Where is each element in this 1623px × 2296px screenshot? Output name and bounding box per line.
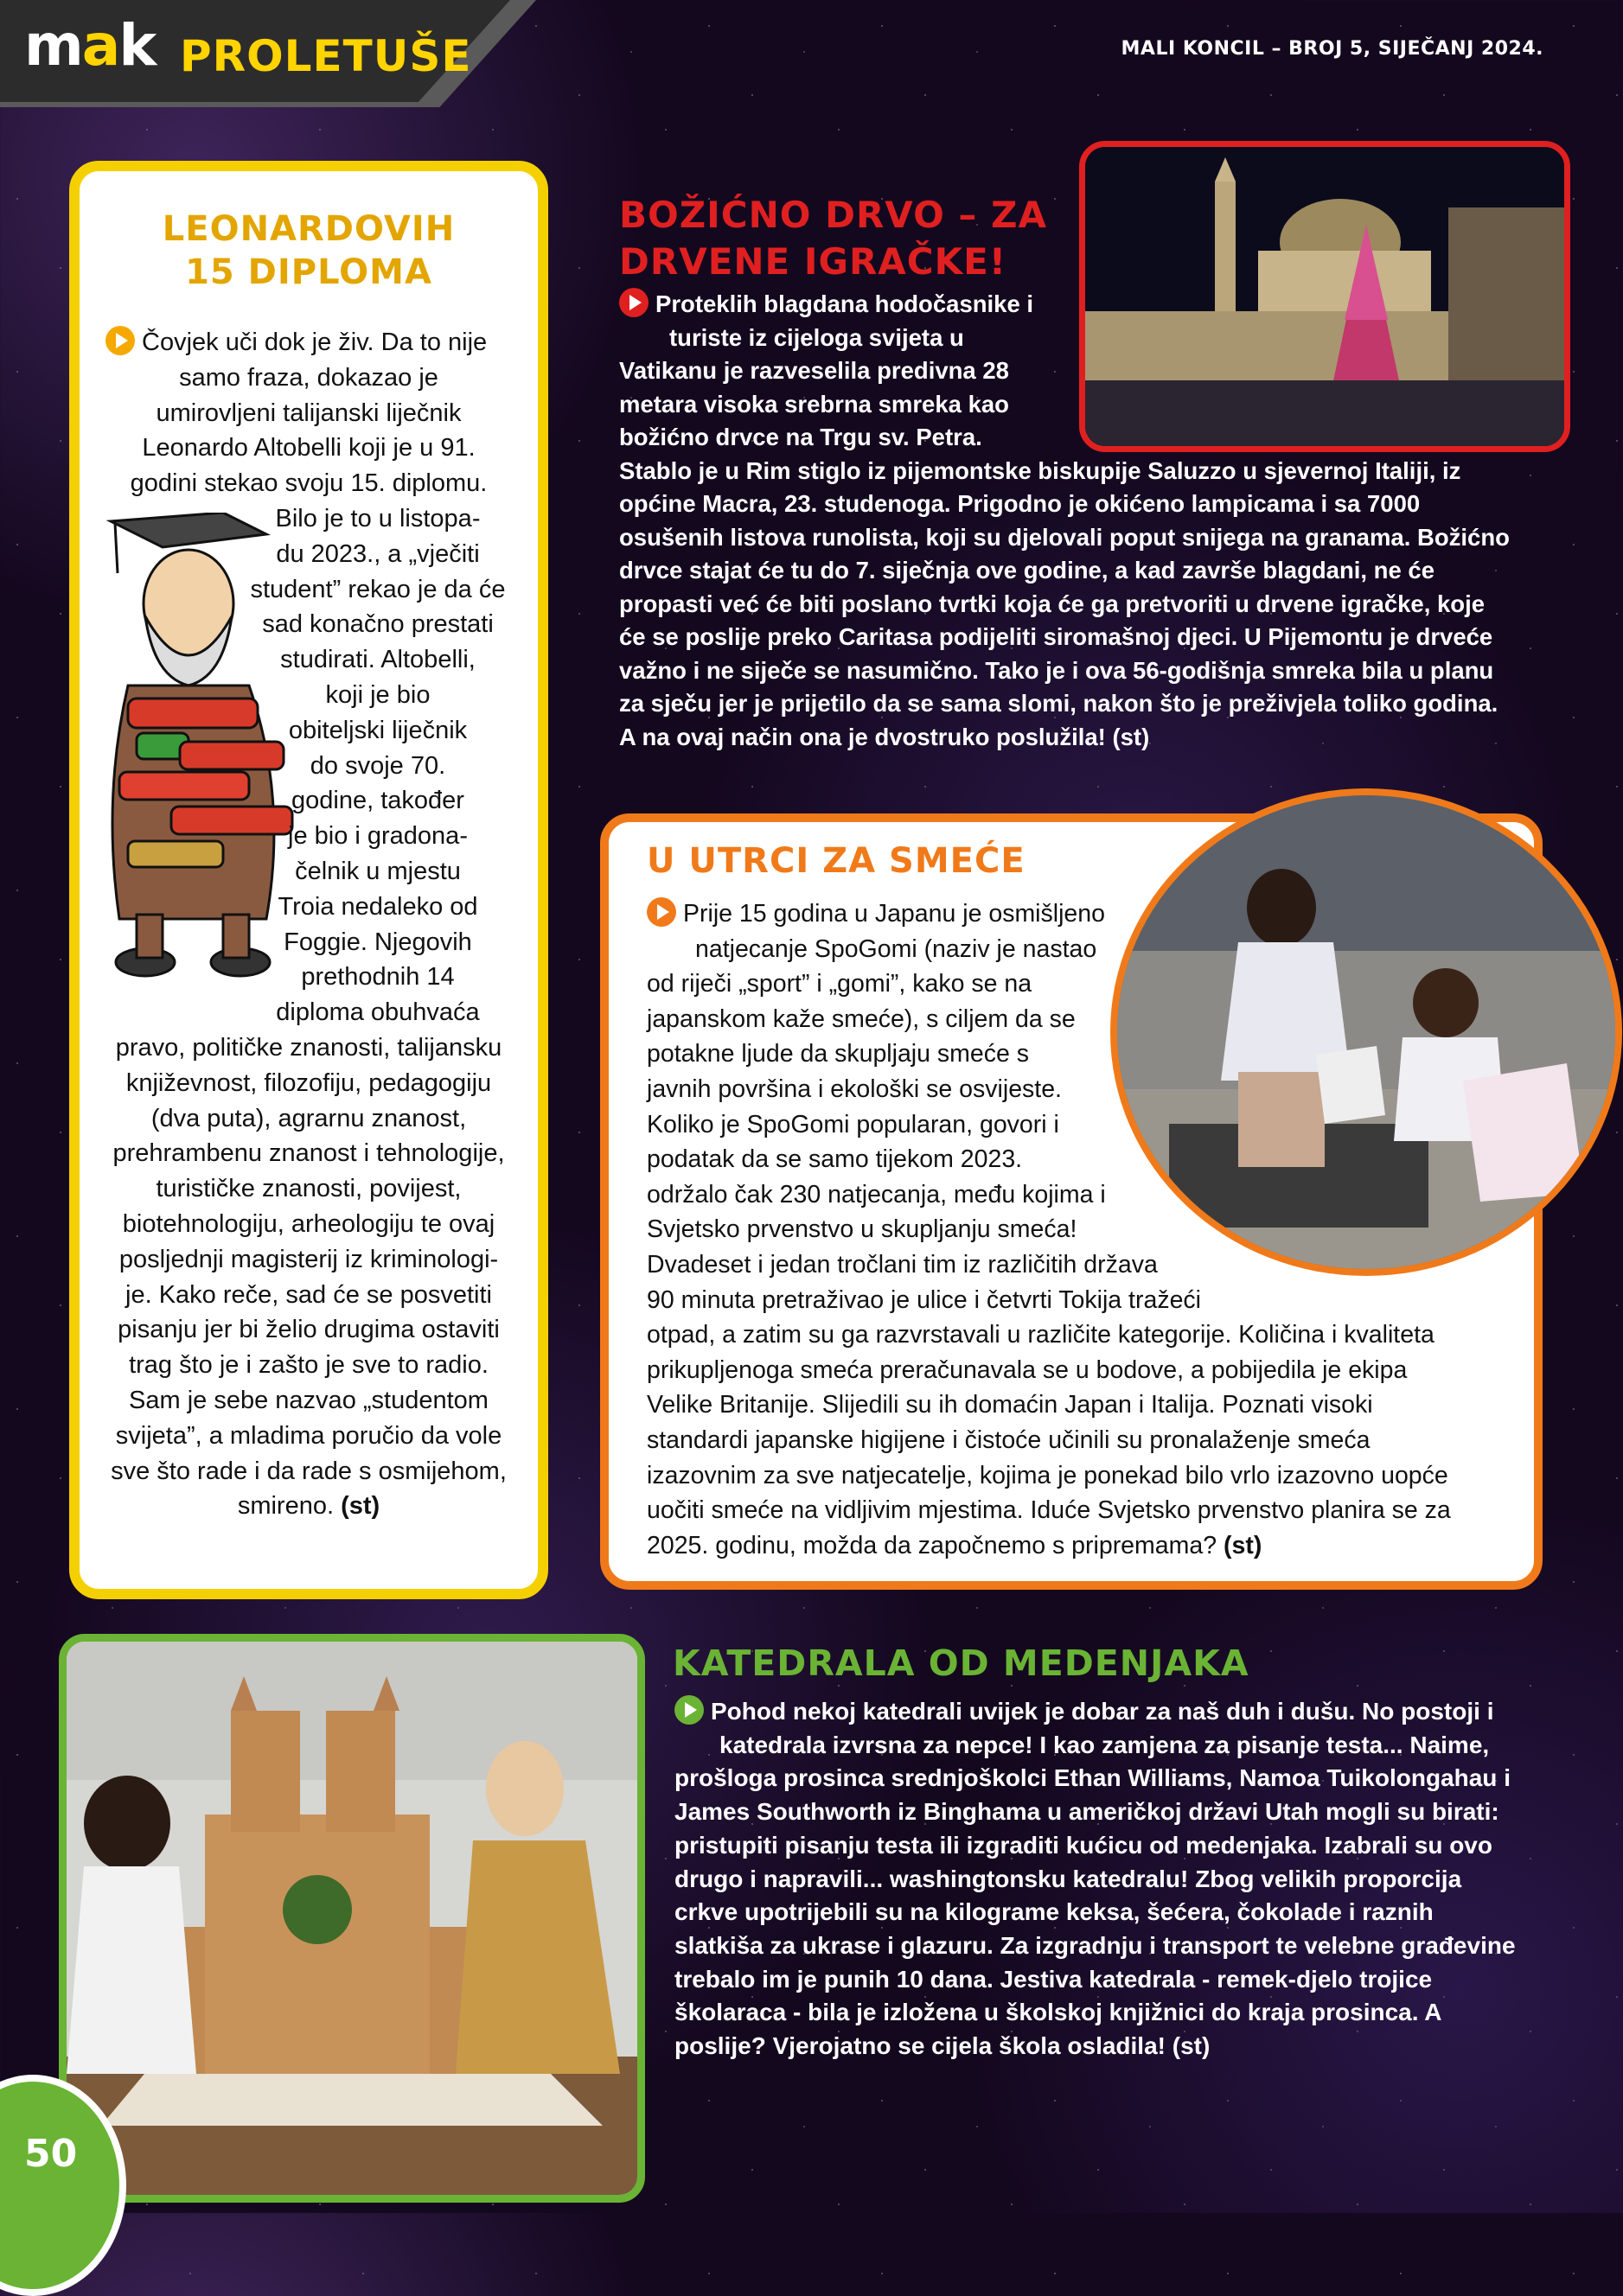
katedrala-line: crkve upotrijebili su na kilograme keksa, šećera, čokolade i raznih (674, 1898, 1434, 1926)
katedrala-line: pristupiti pisanju testa ili izgraditi kućicu od medenjaka. Izabrali su ovo (674, 1831, 1492, 1859)
bozicno-line: će se poslije preko Caritasa podijeliti siromašnoj djeci. U Pijemontu je drveće (619, 623, 1493, 650)
utrci-line: podatak da se samo tijekom 2023. (647, 1145, 1023, 1174)
play-icon (619, 288, 649, 317)
play-icon (647, 897, 676, 927)
utrci-line: Dvadeset i jedan tročlani tim iz različitih država (647, 1250, 1158, 1279)
katedrala-line: slatkiša za ukrase i glazuru. Za izgradnju i transport te velebne građevine (674, 1931, 1516, 1959)
katedrala-line: školaraca - bila je izložena u školskoj knjižnici do kraja prosinca. A (674, 1999, 1442, 2026)
utrci-credit: (st) (1223, 1531, 1262, 1559)
bozicno-line: božićno drvce na Trgu sv. Petra. (619, 424, 982, 450)
page-number: 50 (24, 2132, 78, 2176)
utrci-line: javnih površina i ekološki se osvijeste. (647, 1075, 1062, 1103)
play-icon (674, 1695, 704, 1725)
leonardo-line: sve što rade i da rade s osmijehom, (111, 1457, 507, 1485)
leonardo-line: Bilo je to u listopa- (275, 504, 481, 533)
leonardo-line: diploma obuhvaća (276, 998, 480, 1027)
leonardo-line: samo fraza, dokazao je (179, 363, 438, 392)
leonardo-line: obiteljski liječnik (288, 716, 468, 744)
bozicno-title: BOŽIĆNO DRVO – ZA DRVENE IGRAČKE! (619, 194, 1047, 283)
leonardo-line: umirovljeni talijanski liječnik (156, 399, 462, 427)
katedrala-line: prošloga prosinca srednjoškolci Ethan Williams, Namoa Tuikolongahau i (674, 1764, 1511, 1792)
utrci-line: Svjetsko prvenstvo u skupljanju smeća! (647, 1215, 1077, 1244)
leonardo-line: do svoje 70. (310, 751, 446, 780)
leonardo-line: Sam je sebe nazvao „studentom (129, 1386, 489, 1414)
leonardo-line: posljednji magisterij iz kriminologi- (118, 1245, 499, 1273)
leonardo-credit: (st) (341, 1492, 380, 1521)
leonardo-line: čelnik u mjestu (295, 857, 461, 885)
leonardo-line: (dva puta), agrarnu znanost, (150, 1104, 467, 1132)
leonardo-line: svijeta”, a mladima poručio da vole (115, 1421, 502, 1450)
utrci-title: U UTRCI ZA SMEĆE (647, 841, 1026, 881)
bozicno-line: općine Macra, 23. studenoga. Prigodno je okićeno lampicama i sa 7000 (619, 490, 1421, 517)
spogomi-photo (1110, 788, 1622, 1276)
leonardo-line: biotehnologiju, arheologiju te ovaj (122, 1209, 495, 1238)
issue-info: MALI KONCIL – BROJ 5, SIJEČANJ 2024. (1121, 38, 1543, 60)
leonardo-line: smireno. (st) (237, 1492, 380, 1521)
utrci-line: potakne ljude da skupljaju smeće s (647, 1040, 1030, 1068)
leonardo-title: LEONARDOVIH 15 DIPLOMA (162, 209, 456, 292)
katedrala-line: trebalo im je punih 10 dana. Jestiva katedrala - remek-djelo trojice (674, 1965, 1433, 1993)
leonardo-line: godini stekao svoju 15. diplomu. (130, 469, 488, 498)
utrci-line: izazovnim za sve natjecatelje, kojima je ponekad bilo vrlo izazovno uopće (647, 1461, 1448, 1489)
katedrala-line: drugo i napravili... washingtonsku katedralu! Zbog velikih proporcija (674, 1865, 1462, 1892)
bozicno-line: Stablo je u Rim stiglo iz pijemontske biskupije Saluzzo u sjevernoj Italiji, iz (619, 456, 1461, 484)
katedrala-body (674, 1695, 1548, 2063)
utrci-line: standardi japanske higijene i čistoće učinili su pronalaženje smeća (647, 1425, 1371, 1454)
utrci-line: natjecanje SpoGomi (naziv je nastao (695, 934, 1097, 963)
utrci-line: 2025. godinu, možda da započnemo s pripremama? (st) (647, 1531, 1262, 1559)
utrci-line: japanskom kaže smeće), s ciljem da se (647, 1004, 1076, 1033)
utrci-line: od riječi „sport” i „gomi”, kako se na (647, 970, 1032, 998)
gingerbread-cathedral-photo (59, 1634, 645, 2203)
utrci-line: prikupljenoga smeća preračunavala se u bodove, a pobijedila je ekipa (647, 1355, 1408, 1384)
katedrala-line: Pohod nekoj katedrali uvijek je dobar za naš duh i dušu. No postoji i (674, 1695, 1548, 1729)
katedrala-line: poslije? Vjerojatno se cijela škola osladila! (st) (674, 2032, 1211, 2060)
leonardo-line: je bio i gradona- (288, 822, 468, 851)
leonardo-line: pisanju jer bi želio drugima ostaviti (118, 1316, 500, 1344)
leonardo-line: je. Kako reče, sad će se posvetiti (125, 1280, 492, 1309)
leonardo-line: pravo, političke znanosti, talijansku (115, 1033, 502, 1062)
utrci-line: Velike Britanije. Slijedili su ih domaćin Japan i Italija. Poznati visoki (647, 1391, 1373, 1419)
bozicno-credit: (st) (1112, 723, 1150, 750)
katedrala-line: James Southworth iz Binghama u američkoj državi Utah mogli su birati: (674, 1798, 1499, 1826)
mak-logo: mak (24, 12, 156, 79)
utrci-line: otpad, a zatim su ga razvrstavali u različite kategorije. Količina i kvaliteta (647, 1321, 1435, 1349)
leonardo-line: književnost, filozofiju, pedagogiju (125, 1068, 492, 1097)
leonardo-line: sad konačno prestati (262, 610, 494, 639)
leonardo-line: studirati. Altobelli, (280, 646, 476, 674)
katedrala-line: katedrala izvrsna za nepce! I kao zamjena za pisanje testa... Naime, (719, 1731, 1490, 1758)
leonardo-line: prehrambenu znanost i tehnologije, (112, 1139, 505, 1168)
section-title: PROLETUŠE (180, 31, 472, 81)
katedrala-title: KATEDRALA OD MEDENJAKA (673, 1642, 1249, 1684)
leonardo-line: trag što je i zašto je sve to radio. (129, 1351, 489, 1380)
leonardo-line: Troia nedaleko od (278, 892, 478, 921)
bozicno-line: drvce stajat će tu do 7. siječnja ove godine, a kad završe blagdani, ne će (619, 557, 1435, 584)
leonardo-line: Leonardo Altobelli koji je u 91. (142, 434, 476, 462)
bozicno-body (619, 288, 1510, 754)
bozicno-line: propasti već će biti poslano tvrtki koja će ga pretvoriti u drvene igračke, koje (619, 590, 1486, 617)
leonardo-line: turističke znanosti, povijest, (156, 1175, 462, 1203)
play-icon (105, 326, 135, 355)
bozicno-line: metara visoka srebrna smreka kao (619, 390, 1009, 418)
bozicno-line: za sječu jer je prijetilo da se sama slomi, nakon što je preživjela toliko godina. (619, 690, 1498, 717)
utrci-line: 90 minuta pretraživao je ulice i četvrti Tokija tražeći (647, 1285, 1201, 1314)
leonardo-line: koji je bio (325, 680, 431, 709)
leonardo-line: Foggie. Njegovih (284, 928, 472, 956)
bozicno-line: turiste iz cijeloga svijeta u (669, 323, 964, 351)
bozicno-line: osušenih listova runolista, koji su djelovali poput snijega na granama. Božićno (619, 523, 1510, 551)
leonardo-line: godine, također (291, 787, 464, 815)
bozicno-line: važno i ne siječe se nasumično. Tako je i ova 56-godišnja smreka bila u planu (619, 656, 1494, 684)
leonardo-line: student” rekao je da će (250, 575, 506, 603)
bozicno-line: Proteklih blagdana hodočasnike i (619, 288, 1510, 322)
bozicno-line: A na ovaj način ona je dvostruko poslužila! (st) (619, 723, 1150, 750)
leonardo-article (69, 161, 548, 1599)
bozicno-line: Vatikanu je razveselila predivna 28 (619, 357, 1009, 384)
katedrala-credit: (st) (1172, 2032, 1211, 2060)
utrci-line: uočiti smeće na vidljivim mjestima. Iduće Svjetsko prvenstvo planira se za (647, 1496, 1451, 1525)
utrci-line: Koliko je SpoGomi popularan, govori i (647, 1110, 1059, 1138)
leonardo-line: Čovjek uči dok je živ. Da to nije (80, 325, 538, 360)
leonardo-line: du 2023., a „vječiti (276, 539, 480, 568)
leonardo-line: prethodnih 14 (301, 963, 455, 992)
utrci-line: Prije 15 godina u Japanu je osmišljeno (647, 896, 1451, 932)
utrci-line: održalo čak 230 natjecanja, među kojima i (647, 1180, 1106, 1209)
